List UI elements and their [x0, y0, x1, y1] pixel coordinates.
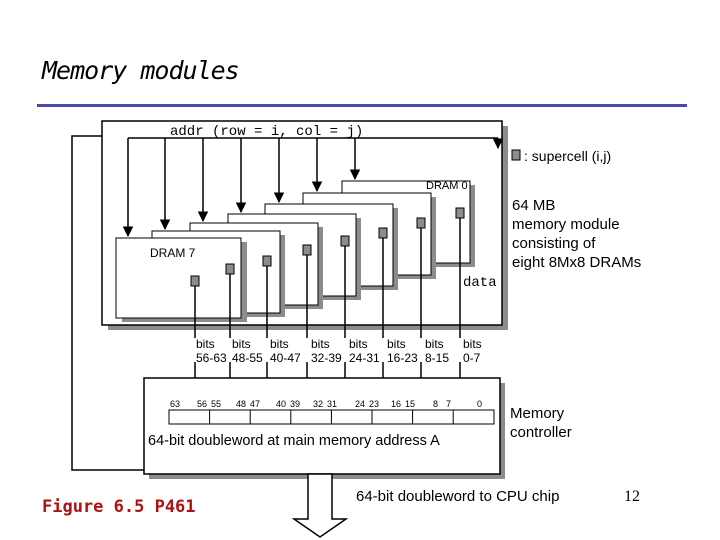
supercell-legend-label: : supercell (i,j) [524, 148, 612, 164]
bit-group-top: bits [425, 337, 444, 351]
bit-index: 32 [313, 399, 324, 409]
supercell-dram-7 [191, 276, 199, 286]
doubleword-label: 64-bit doubleword at main memory address A [148, 433, 440, 449]
bit-group-48-55 [232, 337, 263, 365]
address-label: addr (row = i, col = j) [170, 124, 364, 140]
bit-group-32-39 [311, 337, 342, 365]
supercell-dram-0 [456, 208, 464, 218]
bit-index: 7 [446, 399, 452, 409]
memory-controller-box [144, 378, 500, 474]
to-cpu-arrow [294, 474, 346, 537]
bit-group-8-15 [425, 337, 449, 365]
supercell-dram-5 [263, 256, 271, 266]
bit-group-range: 40-47 [270, 351, 301, 365]
description-line: 64 MB [512, 197, 556, 214]
bit-index: 56 [197, 399, 208, 409]
bit-index: 8 [433, 399, 439, 409]
bit-group-24-31 [349, 337, 380, 365]
bit-index: 39 [290, 399, 301, 409]
bit-group-top: bits [270, 337, 289, 351]
bit-group-top: bits [463, 337, 482, 351]
data-label: data [463, 275, 497, 291]
to-cpu-label: 64-bit doubleword to CPU chip [356, 488, 560, 505]
bit-group-top: bits [196, 337, 215, 351]
dram-7-label: DRAM 7 [150, 246, 196, 260]
bit-index: 0 [477, 399, 483, 409]
controller-label-line: Memory [510, 405, 565, 422]
supercell-dram-3 [341, 236, 349, 246]
bit-index: 24 [355, 399, 366, 409]
description-line: eight 8Mx8 DRAMs [512, 254, 642, 271]
bit-index: 63 [170, 399, 181, 409]
supercell-legend-marker [512, 150, 520, 160]
bit-group-range: 24-31 [349, 351, 380, 365]
page-number: 12 [624, 488, 640, 505]
bit-group-range: 32-39 [311, 351, 342, 365]
bit-index: 23 [369, 399, 380, 409]
dram-0-label: DRAM 0 [426, 180, 468, 192]
bit-index: 31 [327, 399, 338, 409]
bit-group-40-47 [270, 337, 301, 365]
bit-group-56-63 [196, 337, 227, 365]
supercell-dram-6 [226, 264, 234, 274]
bit-index: 47 [250, 399, 261, 409]
description-line: consisting of [512, 235, 596, 252]
slide-title: Memory modules [42, 56, 239, 85]
supercell-dram-4 [303, 245, 311, 255]
bit-group-top: bits [232, 337, 251, 351]
bit-group-top: bits [311, 337, 330, 351]
bit-group-top: bits [387, 337, 406, 351]
bit-group-range: 0-7 [463, 351, 481, 365]
controller-label-line: controller [510, 424, 572, 441]
bit-group-range: 48-55 [232, 351, 263, 365]
supercell-dram-1 [417, 218, 425, 228]
figure-caption: Figure 6.5 P461 [42, 497, 196, 517]
memory-controller-label [510, 404, 572, 442]
supercell-dram-2 [379, 228, 387, 238]
bit-index: 15 [405, 399, 416, 409]
bit-index: 48 [236, 399, 247, 409]
bit-group-16-23 [387, 337, 418, 365]
bit-group-top: bits [349, 337, 368, 351]
module-description [512, 196, 641, 272]
bit-index: 55 [211, 399, 222, 409]
bit-group-range: 56-63 [196, 351, 227, 365]
doubleword-register [169, 410, 494, 424]
bit-group-range: 16-23 [387, 351, 418, 365]
bit-group-range: 8-15 [425, 351, 450, 365]
bit-index: 40 [276, 399, 287, 409]
bit-group-0-7 [463, 337, 482, 365]
description-line: memory module [512, 216, 620, 233]
bit-index: 16 [391, 399, 402, 409]
